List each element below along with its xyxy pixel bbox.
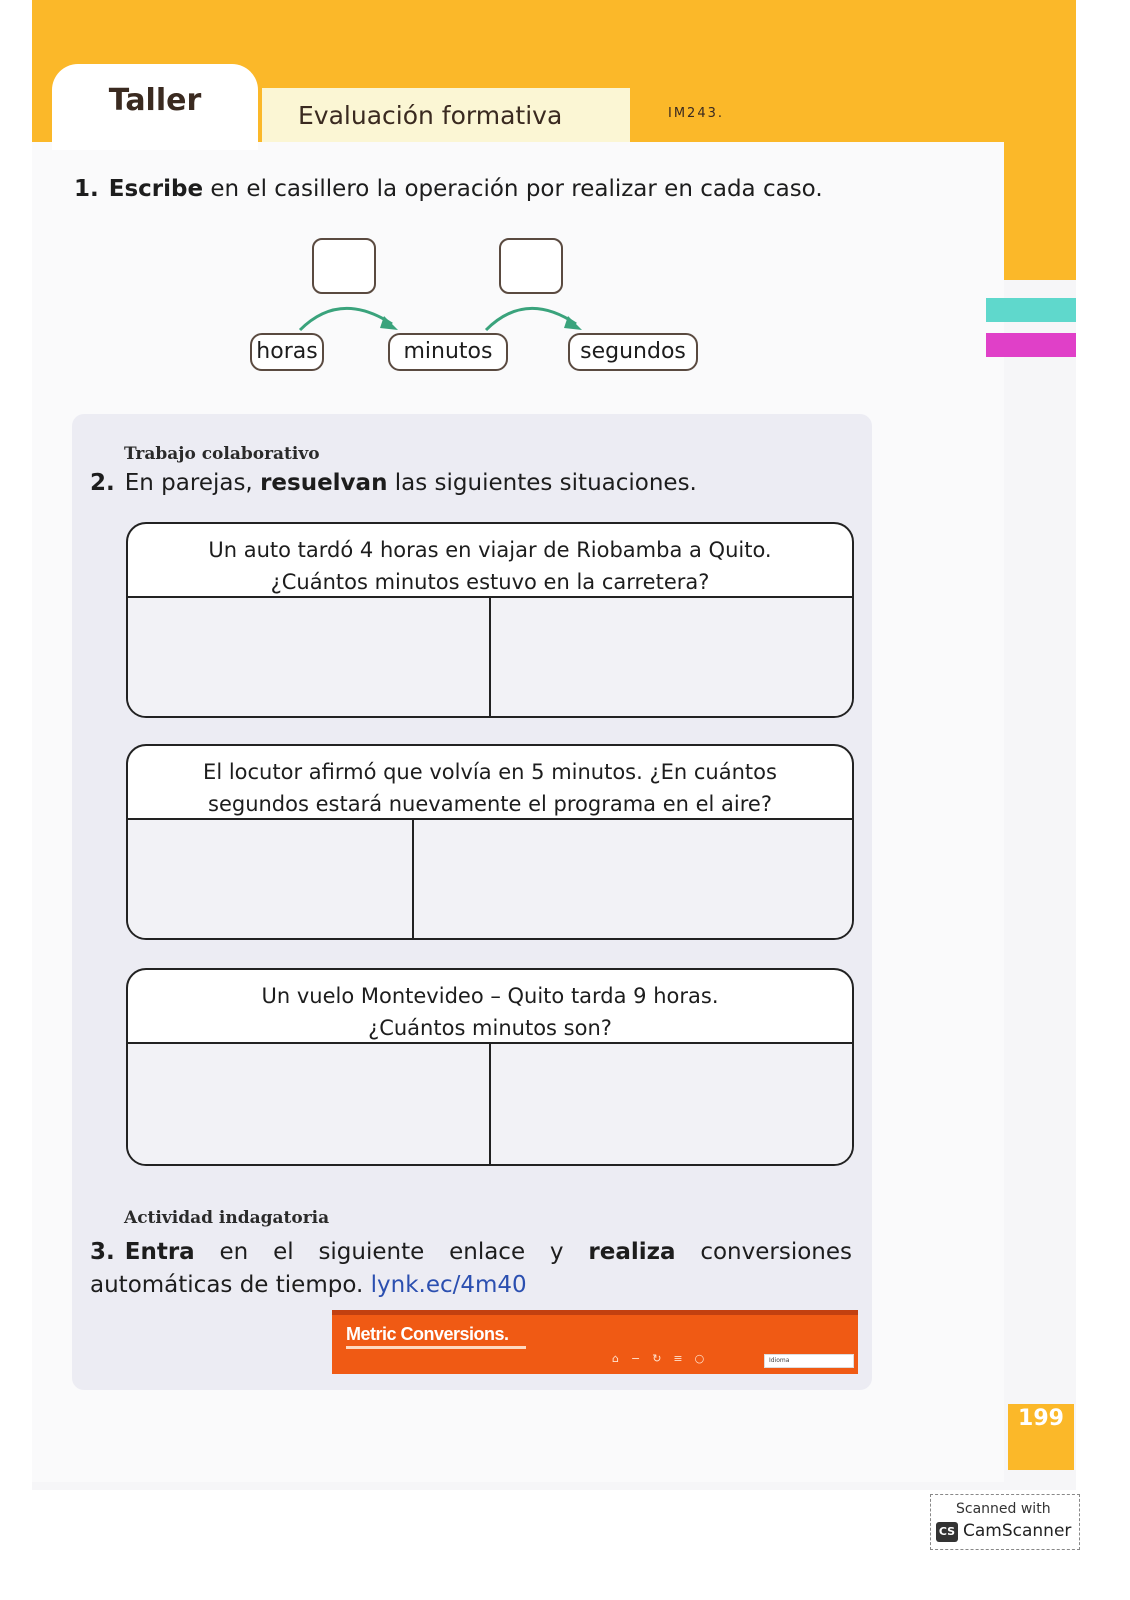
menu-icon: ≡ [673,1352,695,1365]
unit-segundos: segundos [568,333,698,371]
arrow-minutes-seconds [486,308,576,330]
home-icon: ⌂ [612,1352,631,1365]
question-3-verb-1: Entra [124,1239,195,1265]
tab-taller: Taller [52,64,258,150]
magenta-stripe [986,333,1076,357]
question-2-number: 2. [90,470,115,496]
problem-1-answer-right[interactable] [489,598,852,716]
question-2-text-after: las siguientes situaciones. [387,470,697,496]
banner-title: Metric Conversions. [346,1324,509,1344]
problem-1-line-2: ¿Cuántos minutos estuvo en la carretera? [270,570,710,594]
refresh-icon: ↻ [652,1352,674,1365]
question-1 [74,176,823,202]
side-band [1004,130,1076,280]
scanner-line-1: Scanned with [956,1501,1051,1517]
question-3-text-mid: en el siguiente enlace y [194,1239,589,1265]
conversion-link[interactable]: lynk.ec/4m40 [370,1272,527,1298]
question-3-number: 3. [90,1239,115,1265]
banner-subtitle-bar [346,1346,526,1349]
circle-icon: ○ [694,1352,717,1365]
scanner-line-2: CamScanner [963,1521,1072,1541]
problem-3-statement [128,970,852,1044]
problem-card-3 [126,968,854,1166]
minus-icon: − [630,1352,653,1365]
arrow-hours-minutes [300,308,392,330]
problem-2-line-1: El locutor afirmó que volvía en 5 minutos. ¿En cuántos [203,760,777,784]
question-1-verb: Escribe [108,176,204,202]
question-1-text: en el casillero la operación por realizar en cada caso. [203,176,823,202]
camscanner-logo-icon: CS [936,1522,958,1542]
question-3-verb-2: realiza [588,1239,676,1265]
problem-1-line-1: Un auto tardó 4 horas en viajar de Riobamba a Quito. [208,538,772,562]
banner-nav-icons [612,1352,716,1365]
problem-3-answer-left[interactable] [128,1044,489,1164]
problem-1-answer-left[interactable] [128,598,489,716]
problem-3-line-1: Un vuelo Montevideo – Quito tarda 9 horas. [261,984,719,1008]
question-2-text-before: En parejas, [124,470,261,496]
banner-search-input: Idioma [764,1354,854,1368]
tab-evaluacion-formativa: Evaluación formativa [262,88,630,142]
problem-card-1 [126,522,854,718]
unit-minutos: minutos [388,333,508,371]
problem-card-2 [126,744,854,940]
problem-3-answer-right[interactable] [489,1044,852,1164]
question-3-text-after: conversiones automáticas de tiempo. [90,1239,853,1298]
problem-3-line-2: ¿Cuántos minutos son? [368,1016,612,1040]
problem-2-answer-left[interactable] [128,820,412,938]
curriculum-code: IM243. [668,106,724,121]
unit-horas: horas [250,333,324,371]
problem-2-answer-right[interactable] [412,820,852,938]
cyan-stripe [986,298,1076,322]
question-1-number: 1. [74,176,99,202]
problem-2-line-2: segundos estará nuevamente el programa en el aire? [208,792,772,816]
operation-box-hours-to-minutes[interactable] [312,238,376,294]
question-3 [90,1236,852,1302]
page-number: 199 [1008,1404,1074,1470]
inquiry-label: Actividad indagatoria [124,1208,330,1228]
problem-1-statement [128,524,852,598]
operation-box-minutes-to-seconds[interactable] [499,238,563,294]
question-2 [90,470,697,496]
collaborative-label: Trabajo colaborativo [124,444,320,464]
problem-2-statement [128,746,852,820]
question-2-verb: resuelvan [260,470,388,496]
